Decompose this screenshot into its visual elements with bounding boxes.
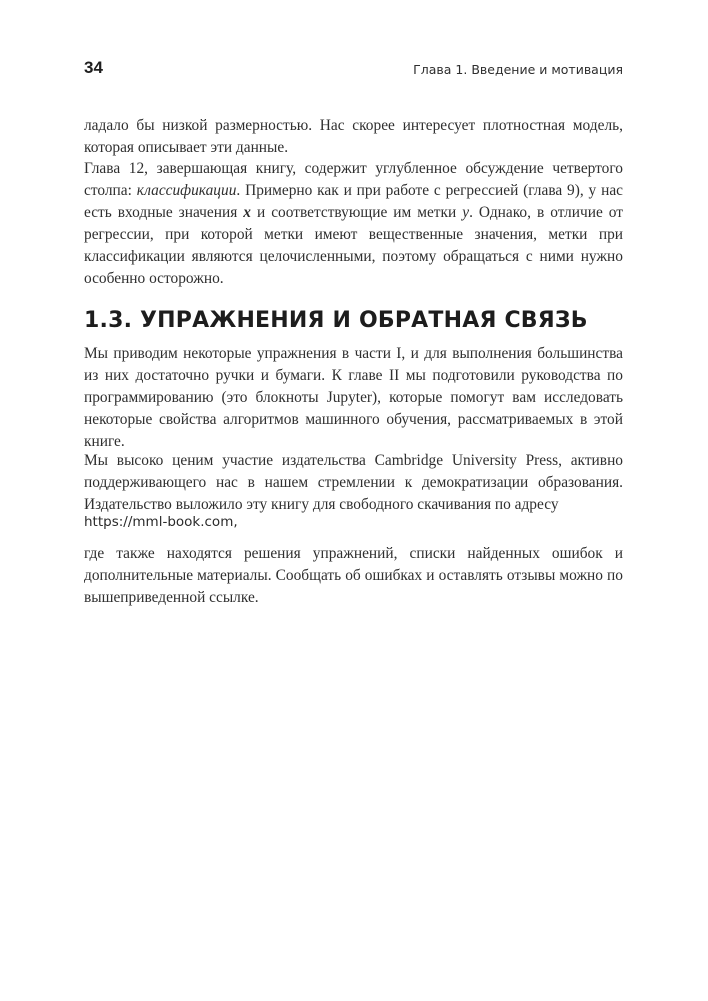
page-header [84, 58, 623, 88]
paragraph-exercises: Мы приводим некоторые упражнения в части I, и для выполнения большинства из них достаточно ручки и бумаги. К главе II мы подготовили руководства по программированию (это блокноты Jupyter), которые помогут вам исследовать некоторые свойства алгоритмов машинного обучения, рассматриваемых в этой книге. [84, 345, 623, 450]
paragraph-classification-part3: и соответствующие им метки [250, 204, 463, 221]
paragraph-density-model: ладало бы низкой размерностью. Нас скорее интересует плотностная модель, которая описывает эти данные. [84, 117, 623, 156]
running-head: Глава 1. Введение и мотивация [413, 62, 623, 77]
book-url[interactable]: https://mml-book.com, [84, 514, 238, 530]
paragraph-feedback: где также находятся решения упражнений, списки найденных ошибок и дополнительные материалы. Сообщать об ошибках и оставлять отзывы можно по вышеприведенной ссылке. [84, 545, 623, 606]
paragraph-classification [84, 158, 623, 290]
variable-y: y [462, 204, 470, 221]
paragraph-classification-part1: Глава 12, завершающая книгу, содержит углубленное обсуждение четвертого столпа: [84, 160, 623, 199]
variable-x: x [243, 204, 251, 221]
paragraph-publisher: Мы высоко ценим участие издательства Cambridge University Press, активно поддерживающего нас в нашем стремлении к демократизации образования. Издательство выложило эту книгу для свободного скачивания по адресу [84, 452, 623, 513]
page-number: 34 [84, 58, 103, 77]
paragraph-classification-part2: . Примерно как и при работе с регрессией (глава 9), у нас есть входные значения [84, 182, 623, 221]
paragraph-classification-part4: . Однако, в отличие от регрессии, при которой метки имеют вещественные значения, метки при классификации являются целочисленными, поэтому обращаться с ними нужно особенно осторожно. [84, 204, 623, 287]
classification-term: классификации [136, 182, 237, 199]
section-heading: 1.3. УПРАЖНЕНИЯ И ОБРАТНАЯ СВЯЗЬ [84, 308, 588, 333]
